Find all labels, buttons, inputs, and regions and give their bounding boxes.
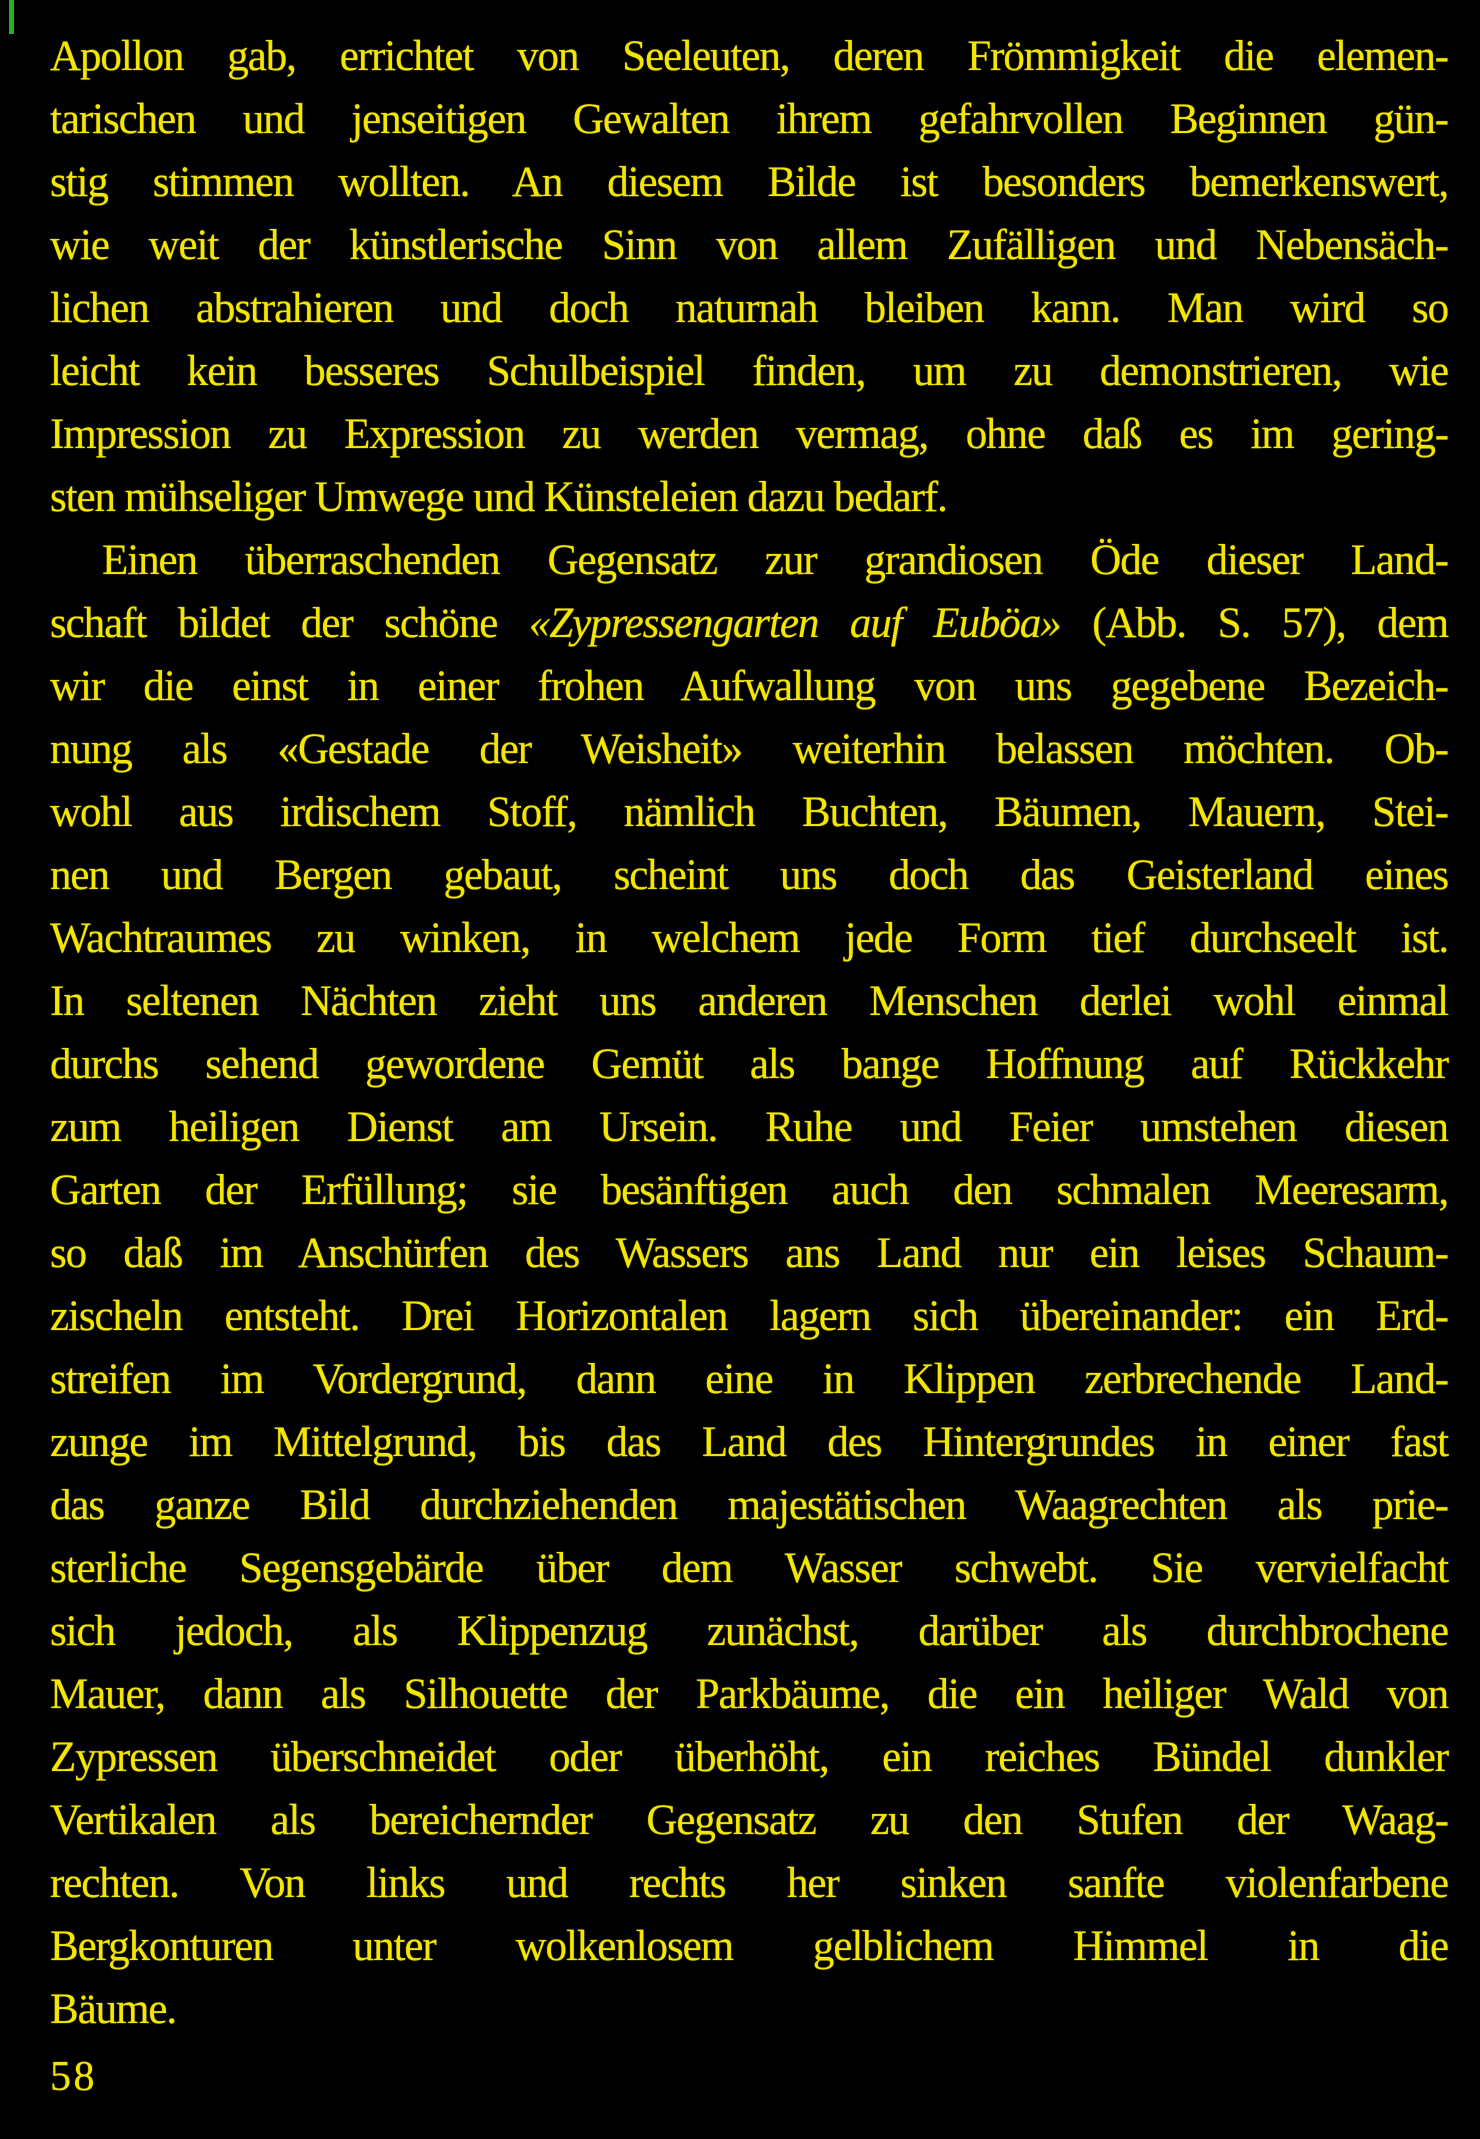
text-line-paragraph-start: Einen überraschenden Gegensatz zur grandiosen Öde dieser Land- (102, 537, 1448, 584)
scan-artifact-green-mark (9, 0, 14, 34)
text-line: nen und Bergen gebaut, scheint uns doch das Geisterland eines (50, 852, 1448, 899)
text-line: In seltenen Nächten zieht uns anderen Menschen derlei wohl einmal (50, 978, 1448, 1025)
text-line: sich jedoch, als Klippenzug zunächst, darüber als durchbrochene (50, 1608, 1448, 1655)
text-line: Mauer, dann als Silhouette der Parkbäume, die ein heiliger Wald von (50, 1671, 1448, 1718)
text-line: Vertikalen als bereichernder Gegensatz zu den Stufen der Waag- (50, 1797, 1448, 1844)
text-line: leicht kein besseres Schulbeispiel finden, um zu demonstrieren, wie (50, 348, 1448, 395)
text-line-paragraph-end: Bäume. (50, 1986, 177, 2033)
page-number: 58 (50, 2054, 98, 2100)
text-line: zischeln entsteht. Drei Horizontalen lagern sich übereinander: ein Erd- (50, 1293, 1448, 1340)
text-line: durchs sehend gewordene Gemüt als bange Hoffnung auf Rückkehr (50, 1041, 1448, 1088)
text-segment: schaft bildet der schöne (50, 600, 529, 647)
text-line: stig stimmen wollten. An diesem Bilde ist besonders bemerkenswert, (50, 159, 1448, 206)
text-line: sterliche Segensgebärde über dem Wasser schwebt. Sie vervielfacht (50, 1545, 1448, 1592)
text-line: wohl aus irdischem Stoff, nämlich Buchten, Bäumen, Mauern, Stei- (50, 789, 1448, 836)
text-line: tarischen und jenseitigen Gewalten ihrem gefahrvollen Beginnen gün- (50, 96, 1448, 143)
text-line: wir die einst in einer frohen Aufwallung von uns gegebene Bezeich- (50, 663, 1448, 710)
text-line: das ganze Bild durchziehenden majestätischen Waagrechten als prie- (50, 1482, 1448, 1529)
text-line: Bergkonturen unter wolkenlosem gelblichem Himmel in die (50, 1923, 1448, 1970)
text-line: Wachtraumes zu winken, in welchem jede Form tief durchseelt ist. (50, 915, 1448, 962)
text-line: nung als «Gestade der Weisheit» weiterhin belassen möchten. Ob- (50, 726, 1448, 773)
italic-title-segment: «Zypressengarten auf Euböa» (528, 600, 1061, 647)
text-line: lichen abstrahieren und doch naturnah bleiben kann. Man wird so (50, 285, 1448, 332)
text-line: Garten der Erfüllung; sie besänftigen auch den schmalen Meeresarm, (50, 1167, 1448, 1214)
text-line: Impression zu Expression zu werden vermag, ohne daß es im gering- (50, 411, 1448, 458)
text-line: zunge im Mittelgrund, bis das Land des Hintergrundes in einer fast (50, 1419, 1448, 1466)
text-line: streifen im Vordergrund, dann eine in Klippen zerbrechende Land- (50, 1356, 1448, 1403)
text-line: wie weit der künstlerische Sinn von allem Zufälligen und Nebensäch- (50, 222, 1448, 269)
body-text (50, 25, 1448, 2041)
text-line: Apollon gab, errichtet von Seeleuten, deren Frömmigkeit die elemen- (50, 33, 1448, 80)
text-line: zum heiligen Dienst am Ursein. Ruhe und Feier umstehen diesen (50, 1104, 1448, 1151)
text-segment: (Abb. S. 57), dem (1060, 600, 1448, 647)
text-line: Zypressen überschneidet oder überhöht, ein reiches Bündel dunkler (50, 1734, 1448, 1781)
text-line: rechten. Von links und rechts her sinken sanfte violenfarbene (50, 1860, 1448, 1907)
text-line-paragraph-end: sten mühseliger Umwege und Künsteleien dazu bedarf. (50, 474, 947, 521)
text-line-with-italic (50, 592, 1448, 655)
text-line: so daß im Anschürfen des Wassers ans Land nur ein leises Schaum- (50, 1230, 1448, 1277)
